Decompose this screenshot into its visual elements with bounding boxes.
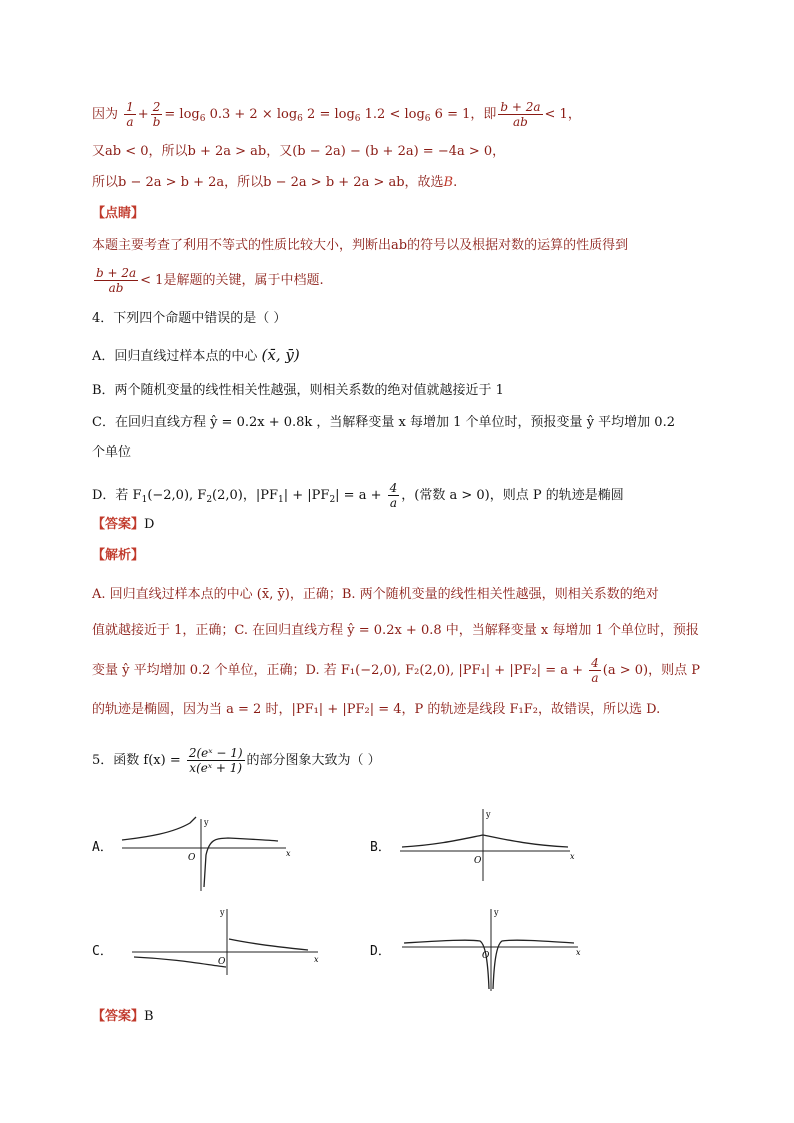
origin-label: O: [482, 951, 490, 961]
question-4-stem: 4．下列四个命题中错误的是（ ）: [92, 311, 287, 326]
fraction: [589, 656, 601, 685]
fraction: [124, 100, 136, 129]
text: 的部分图象大致为（ ）: [246, 753, 381, 768]
question-4-option-a: [92, 346, 300, 366]
question-4-option-c-line1: C．在回归直线方程 ŷ = 0.2x + 0.8k ，当解释变量 x 每增加 1 个单位时，预报变量 ŷ 平均增加 0.2: [92, 415, 675, 430]
question-4-answer: [92, 516, 154, 534]
math-text: 2 = log: [302, 107, 355, 122]
fraction: [94, 266, 138, 295]
subscript: 6: [354, 114, 361, 124]
analysis-4-line-4: 的轨迹是椭圆，因为当 a = 2 时，|PF₁| + |PF₂| = 4，P 的轨迹是线段 F₁F₂，故错误，所以选 D.: [92, 702, 661, 717]
analysis-4-line-2: 值就越接近于 1，正确；C. 在回归直线方程 ŷ = 0.2x + 0.8 中，当解释变量 x 每增加 1 个单位时，预报: [92, 623, 699, 638]
subscript: 2: [329, 495, 336, 505]
y-label: y: [494, 908, 499, 917]
x-label: x: [576, 948, 581, 957]
x-label: x: [286, 849, 291, 858]
text: 所以b − 2a > b + 2a，所以b − 2a > b + 2a > ab，故选: [92, 175, 444, 190]
option-c-label: C．: [92, 944, 113, 959]
curve-left: [122, 817, 196, 840]
graph-c: [128, 905, 323, 977]
subscript: 1: [141, 495, 148, 505]
numerator: 2(eˣ − 1): [188, 746, 243, 760]
curve-right: [204, 838, 278, 887]
y-label: y: [486, 810, 491, 819]
subscript: 6: [297, 114, 303, 124]
graph-a: [118, 815, 293, 893]
question-5-answer: [92, 1008, 154, 1026]
fraction: [388, 481, 400, 510]
analysis-4-line-1: A. 回归直线过样本点的中心 (x̄, ȳ)，正确；B. 两个随机变量的线性相关性越强，则相关系数的绝对: [92, 587, 659, 602]
math: (x̄, ȳ): [261, 346, 300, 364]
curve-left: [134, 957, 226, 967]
analysis-line-2: 又ab < 0，所以b + 2a > ab，又(b − 2a) − (b + 2a) = −4a > 0，: [92, 144, 506, 159]
denominator: a: [591, 671, 599, 685]
fraction: [498, 100, 542, 129]
subscript: 6: [424, 114, 431, 124]
option-d-label: D．: [370, 944, 391, 959]
numerator: b + 2a: [96, 266, 137, 280]
graph-d: [398, 905, 588, 993]
fraction: [187, 746, 245, 775]
dianjing-text-2: [92, 266, 324, 295]
numerator: 1: [126, 100, 134, 114]
answer-value: D: [144, 517, 155, 532]
option-b-label: B．: [370, 840, 391, 855]
subscript: 1: [278, 495, 284, 505]
choice: B: [443, 175, 454, 190]
text: 因为: [92, 107, 119, 122]
y-label: y: [204, 818, 209, 827]
analysis-line-1: [92, 100, 581, 129]
text: < 1是解题的关键，属于中档题.: [140, 273, 324, 288]
graph-b: [398, 805, 578, 883]
x-label: x: [570, 852, 575, 861]
text: (2,0)，|PF: [212, 488, 279, 503]
answer-label: 【答案】: [92, 1009, 145, 1024]
text: | + |PF: [283, 488, 330, 503]
math-text: 1.2 < log: [360, 107, 425, 122]
text: 5．函数 f(x) =: [92, 753, 181, 768]
text: (a > 0)，则点 P: [602, 663, 700, 678]
numerator: b + 2a: [500, 100, 541, 114]
text: .: [453, 175, 458, 190]
origin-label: O: [218, 957, 226, 967]
denominator: x(eˣ + 1): [189, 761, 243, 775]
dianjing-label: 【点睛】: [92, 206, 145, 221]
denominator: b: [152, 115, 161, 129]
answer-label: 【答案】: [92, 517, 145, 532]
analysis-line-3: [92, 174, 457, 192]
operator: +: [137, 107, 149, 122]
numerator: 2: [151, 100, 163, 115]
option-a-label: A．: [92, 840, 113, 855]
math-text: < 1，: [544, 107, 581, 122]
math-text: = log: [164, 107, 200, 122]
subscript: 6: [199, 114, 206, 124]
text: ，(常数 a > 0)，则点 P 的轨迹是椭圆: [401, 488, 624, 503]
origin-label: O: [188, 853, 196, 863]
fraction: [151, 100, 163, 129]
y-label: y: [220, 908, 225, 917]
denominator: a: [126, 115, 134, 129]
denominator: ab: [108, 281, 124, 295]
subscript: 2: [206, 495, 213, 505]
denominator: ab: [513, 115, 528, 129]
text: (−2,0), F: [147, 488, 207, 503]
math-text: 0.3 + 2 × log: [205, 107, 298, 122]
answer-value: B: [144, 1009, 154, 1024]
question-4-option-d: [92, 481, 624, 510]
math-text: 6 = 1，即: [430, 107, 497, 122]
question-4-option-b: B．两个随机变量的线性相关性越强，则相关系数的绝对值就越接近于 1: [92, 383, 504, 398]
question-5-stem: [92, 746, 381, 775]
curve-right: [229, 939, 308, 950]
jiexi-label: 【解析】: [92, 548, 145, 563]
question-4-option-c-line2: 个单位: [92, 445, 132, 460]
numerator: 4: [591, 656, 599, 670]
text: | = a +: [335, 488, 382, 503]
numerator: 4: [389, 481, 398, 495]
text: 变量 ŷ 平均增加 0.2 个单位，正确；D. 若 F₁(−2,0), F₂(2,0), |PF₁| + |PF₂| = a +: [92, 663, 583, 678]
text: D．若 F: [92, 488, 142, 503]
x-label: x: [314, 955, 319, 964]
origin-label: O: [474, 856, 482, 866]
denominator: a: [389, 496, 398, 510]
dianjing-text-1: 本题主要考查了利用不等式的性质比较大小，判断出ab的符号以及根据对数的运算的性质得到: [92, 238, 629, 253]
text: A．回归直线过样本点的中心: [92, 349, 258, 364]
curve: [402, 835, 568, 847]
analysis-4-line-3: [92, 656, 700, 685]
